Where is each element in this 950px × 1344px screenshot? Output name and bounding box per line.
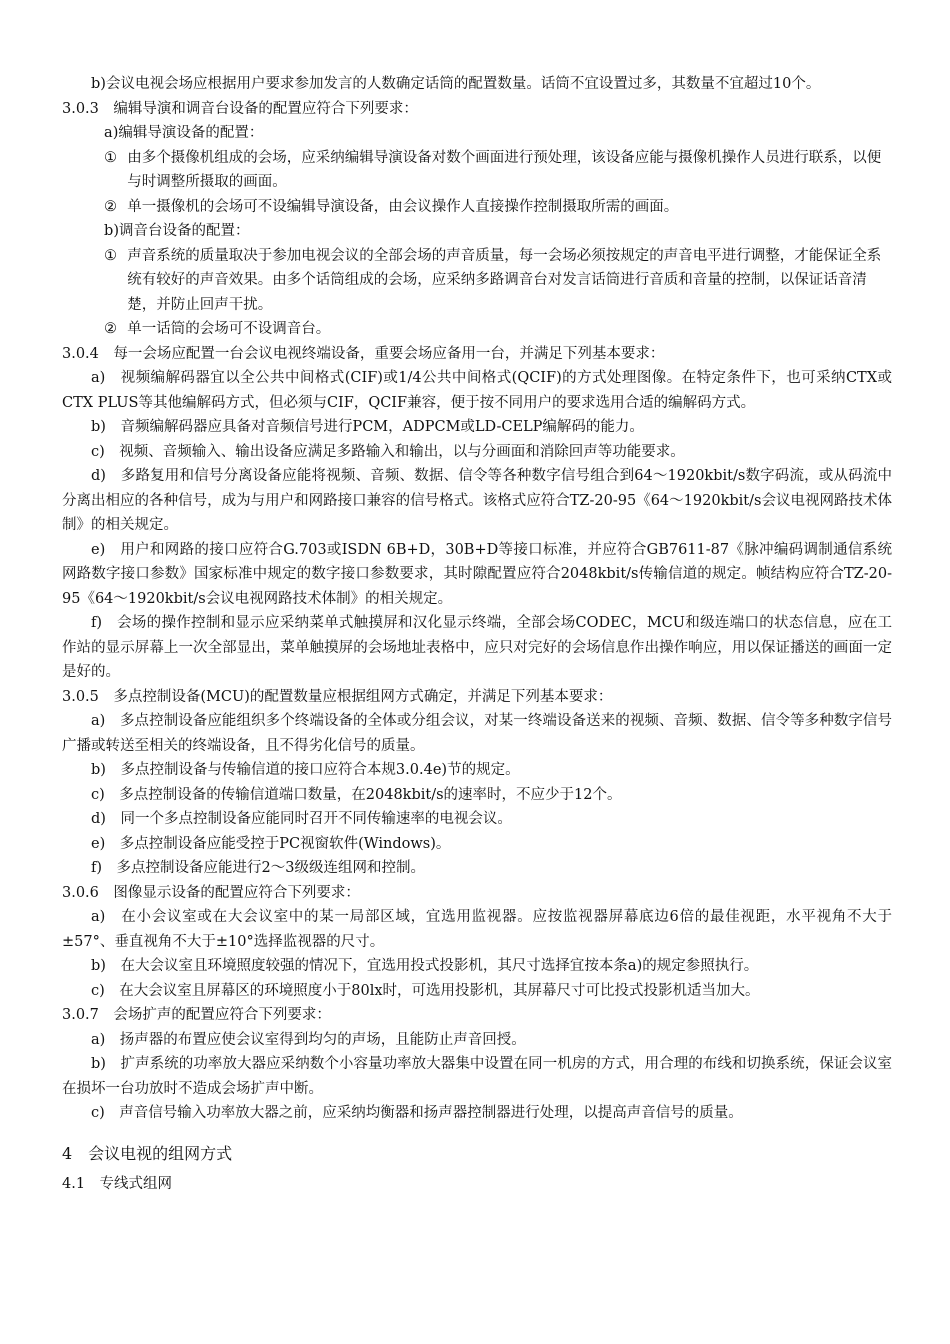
paragraph: c) 视频、音频输入、输出设备应满足多路输入和输出，以与分画面和消除回声等功能要求。 — [91, 443, 685, 460]
paragraph: d) 多路复用和信号分离设备应能将视频、音频、数据、信令等各种数字信号组合到64～1920kbit/s数字码流，或从码流中分离出相应的各种信号，成为与用户和网路接口兼容的信号格式。该格式应符合TZ-20-95《64～1920kbit/s会议电视网路技术体制》的相关规定。 — [62, 468, 892, 533]
paragraph: c) 在大会议室且屏幕区的环境照度小于80lx时，可选用投影机，其屏幕尺寸可比投式投影机适当加大。 — [91, 982, 760, 999]
paragraph: a) 在小会议室或在大会议室中的某一局部区域，宜选用监视器。应按监视器屏幕底边6倍的最佳视距，水平视角不大于±57°、垂直视角不大于±10°选择监视器的尺寸。 — [62, 909, 892, 950]
subclause-label: b)调音台设备的配置： — [104, 223, 250, 239]
list-item — [62, 244, 892, 318]
section-title: 4 会议电视的组网方式 — [62, 1143, 233, 1163]
paragraph: a) 多点控制设备应能组织多个终端设备的全体或分组会议，对某一终端设备送来的视频、音频、数据、信令等多种数字信号广播或转送至相关的终端设备，且不得劣化信号的质量。 — [62, 713, 892, 754]
paragraph: b) 在大会议室且环境照度较强的情况下，宜选用投式投影机，其尺寸选择宜按本条a)的规定参照执行。 — [91, 958, 759, 974]
paragraph: e) 用户和网路的接口应符合G.703或ISDN 6B+D，30B+D等接口标准，并应符合GB7611-87《脉冲编码调制通信系统网路数字接口参数》国家标准中规定的数字接口参数要求，其时隙配置应符合2048kbit/s传输信道的规定。帧结构应符合TZ-20-95《64～1920kbit/s会议电视网路技术体制》的相关规定。 — [62, 541, 892, 607]
document-page — [62, 72, 892, 1197]
subclause-label: a)编辑导演设备的配置： — [104, 125, 264, 141]
paragraph: f) 会场的操作控制和显示应采纳菜单式触摸屏和汉化显示终端，全部会场CODEC，MCU和级连端口的状态信息，应在工作站的显示屏幕上一次全部显出，菜单触摸屏的会场地址表格中，应只对完好的会场信息作出操作响应，用以保证播送的画面一定是好的。 — [62, 615, 892, 680]
paragraph: e) 多点控制设备应能受控于PC视窗软件(Windows)。 — [91, 835, 451, 852]
list-item — [62, 146, 892, 195]
paragraph: a) 视频编解码器宜以全公共中间格式(CIF)或1/4公共中间格式(QCIF)的方式处理图像。在特定条件下，也可采纳CTX或CTX PLUS等其他编解码方式，但必须与CIF，QCIF兼容，便于按不同用户的要求选用合适的编解码方式。 — [62, 370, 892, 411]
paragraph: b) 多点控制设备与传输信道的接口应符合本规3.0.4e)节的规定。 — [91, 762, 520, 778]
paragraph: d) 同一个多点控制设备应能同时召开不同传输速率的电视会议。 — [91, 811, 512, 827]
clause-heading: 3.0.4 每一会场应配置一台会议电视终端设备，重要会场应备用一台，并满足下列基本要求： — [62, 345, 665, 362]
list-item-text: 单一话筒的会场可不设调音台。 — [127, 321, 331, 337]
paragraph: b)会议电视会场应根据用户要求参加发言的人数确定话筒的配置数量。话筒不宜设置过多，其数量不宜超过10个。 — [91, 76, 821, 92]
clause-heading: 3.0.7 会场扩声的配置应符合下列要求： — [62, 1007, 331, 1023]
list-item-text: 单一摄像机的会场可不设编辑导演设备，由会议操作人直接操作控制摄取所需的画面。 — [127, 198, 679, 215]
subsection-title: 4.1 专线式组网 — [62, 1176, 173, 1192]
list-marker: ② — [104, 198, 118, 215]
paragraph: b) 音频编解码器应具备对音频信号进行PCM，ADPCM或LD-CELP编解码的能力。 — [91, 419, 644, 435]
clause-heading: 3.0.6 图像显示设备的配置应符合下列要求： — [62, 884, 360, 901]
list-item-text: 由多个摄像机组成的会场，应采纳编辑导演设备对数个画面进行预处理，该设备应能与摄像机操作人员进行联系，以便与时调整所摄取的画面。 — [127, 149, 882, 190]
list-marker: ② — [104, 321, 118, 337]
clause-heading: 3.0.5 多点控制设备(MCU)的配置数量应根据组网方式确定，并满足下列基本要求： — [62, 688, 613, 705]
paragraph: f) 多点控制设备应能进行2～3级级连组网和控制。 — [91, 860, 425, 876]
list-item-text: 声音系统的质量取决于参加电视会议的全部会场的声音质量，每一会场必须按规定的声音电平进行调整，才能保证全系统有较好的声音效果。由多个话筒组成的会场，应采纳多路调音台对发言话筒进行音质和音量的控制，以保证话音清楚，并防止回声干扰。 — [127, 247, 882, 313]
paragraph: c) 声音信号输入功率放大器之前，应采纳均衡器和扬声器控制器进行处理，以提高声音信号的质量。 — [91, 1105, 743, 1121]
list-marker: ① — [104, 149, 118, 166]
clause-heading: 3.0.3 编辑导演和调音台设备的配置应符合下列要求： — [62, 100, 418, 117]
list-item — [62, 195, 892, 220]
list-item — [62, 317, 892, 342]
list-marker: ① — [104, 247, 118, 264]
paragraph: a) 扬声器的布置应使会议室得到均匀的声场，且能防止声音回授。 — [91, 1031, 526, 1048]
paragraph: c) 多点控制设备的传输信道端口数量，在2048kbit/s的速率时，不应少于12个。 — [91, 786, 622, 803]
paragraph: b) 扩声系统的功率放大器应采纳数个小容量功率放大器集中设置在同一机房的方式，用合理的布线和切换系统，保证会议室在损坏一台功放时不造成会场扩声中断。 — [62, 1056, 892, 1097]
